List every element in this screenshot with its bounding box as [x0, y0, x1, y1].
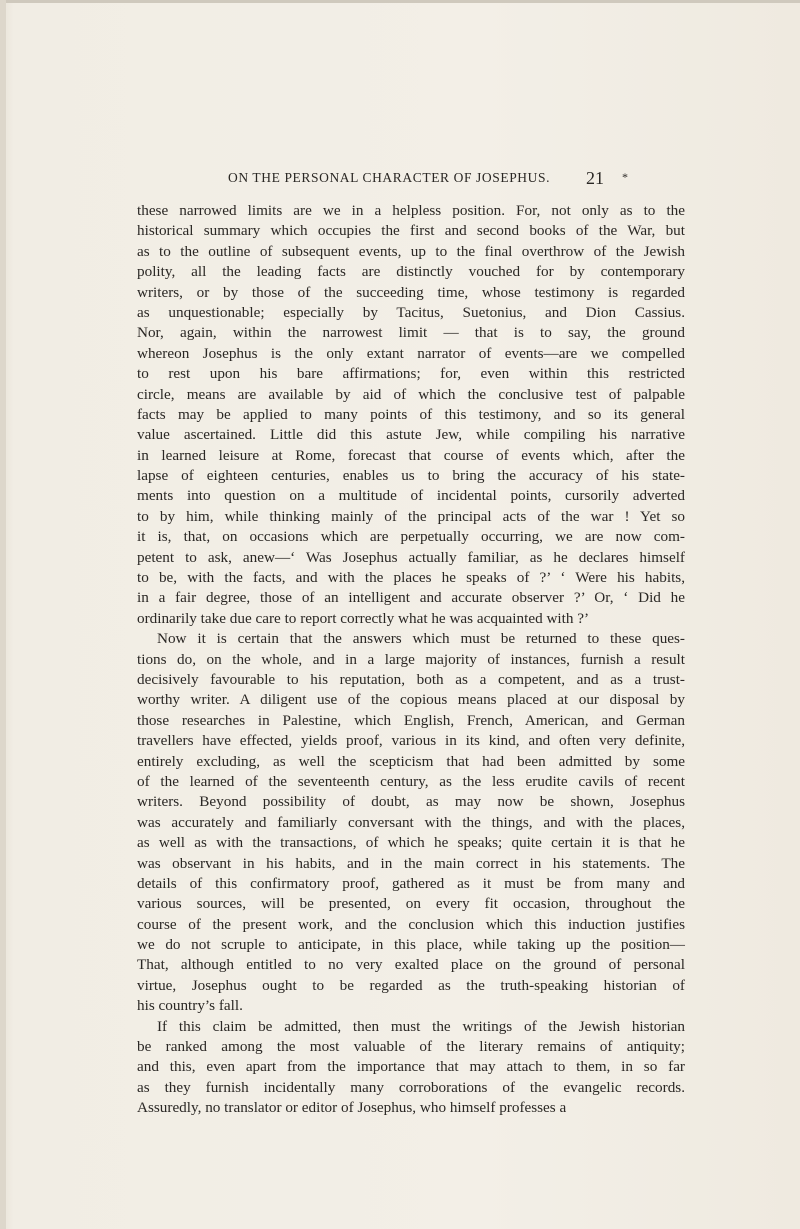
text-line: worthy writer. A diligent use of the copious means placed at our disposal by — [137, 691, 685, 709]
text-line: those researches in Palestine, which English, French, American, and German — [137, 711, 685, 729]
text-line: in learned leisure at Rome, forecast that course of events which, after the — [137, 446, 685, 464]
text-line: historical summary which occupies the first and second books of the War, but — [137, 222, 685, 240]
page-number: 21 — [586, 168, 604, 188]
text-line: whereon Josephus is the only extant narrator of events—are we compelled — [137, 344, 685, 362]
text-line: his country’s fall. — [137, 997, 243, 1015]
text-line: ments into question on a multitude of incidental points, cursorily adverted — [137, 487, 685, 505]
text-line: as well as with the transactions, of which he speaks; quite certain it is that he — [137, 834, 685, 852]
text-line: was accurately and familiarly conversant with the things, and with the places, — [137, 813, 685, 831]
text-line: value ascertained. Little did this astute Jew, while compiling his narrative — [137, 426, 685, 444]
text-line: of the learned of the seventeenth century, as the less erudite cavils of recent — [137, 772, 685, 790]
body-text — [137, 201, 685, 1119]
text-line: was observant in his habits, and in the main correct in his statements. The — [137, 854, 685, 872]
text-line: to rest upon his bare affirmations; for, even within this restricted — [137, 365, 685, 383]
text-line: these narrowed limits are we in a helpless position. For, not only as to the — [137, 202, 685, 219]
text-line: travellers have effected, yields proof, various in its kind, and often very definite, — [137, 732, 685, 750]
text-line: circle, means are available by aid of which the conclusive test of palpable — [137, 385, 685, 403]
text-line: virtue, Josephus ought to be regarded as the truth-speaking historian of — [137, 976, 685, 994]
text-line: we do not scruple to anticipate, in this place, while taking up the position— — [137, 936, 685, 954]
text-line: to be, with the facts, and with the places he speaks of ?’ ‘ Were his habits, — [137, 569, 685, 587]
text-line: to by him, while thinking mainly of the principal acts of the war ! Yet so — [137, 507, 685, 525]
text-line: course of the present work, and the conclusion which this induction justifies — [137, 915, 685, 933]
text-line: lapse of eighteen centuries, enables us to bring the accuracy of his state- — [137, 467, 685, 485]
text-line: as to the outline of subsequent events, up to the final overthrow of the Jewish — [137, 242, 685, 260]
text-line: various sources, will be presented, on every fit occasion, throughout the — [137, 895, 685, 913]
text-line: and this, even apart from the importance that may attach to them, in so far — [137, 1058, 685, 1076]
page-mark: * — [622, 170, 628, 184]
text-line: in a fair degree, those of an intelligent and accurate observer ?’ Or, ‘ Did he — [137, 589, 685, 607]
text-line: That, although entitled to no very exalted place on the ground of personal — [137, 956, 685, 974]
text-line: Nor, again, within the narrowest limit — that is to say, the ground — [137, 324, 685, 342]
text-line: be ranked among the most valuable of the literary remains of antiquity; — [137, 1038, 685, 1056]
text-line: writers. Beyond possibility of doubt, as may now be shown, Josephus — [137, 793, 685, 811]
text-line: ordinarily take due care to report correctly what he was acquainted with ?’ — [137, 609, 590, 627]
text-line: Now it is certain that the answers which must be returned to these ques- — [157, 630, 685, 648]
text-line: entirely excluding, as well the scepticism that had been admitted by some — [137, 752, 685, 770]
text-line: facts may be applied to many points of this testimony, and so its general — [137, 405, 685, 423]
page-header — [228, 168, 800, 192]
text-line: tions do, on the whole, and in a large majority of instances, furnish a result — [137, 650, 685, 668]
page-top-edge — [0, 0, 800, 3]
text-line: If this claim be admitted, then must the writings of the Jewish historian — [157, 1017, 685, 1035]
text-line: as unquestionable; especially by Tacitus, Suetonius, and Dion Cassius. — [137, 303, 685, 321]
text-line: details of this confirmatory proof, gathered as it must be from many and — [137, 874, 685, 892]
text-line: as they furnish incidentally many corroborations of the evangelic records. — [137, 1078, 685, 1096]
text-line: Assuredly, no translator or editor of Josephus, who himself professes a — [137, 1099, 567, 1117]
page-gutter-edge — [0, 0, 6, 1229]
running-head: ON THE PERSONAL CHARACTER OF JOSEPHUS. — [228, 170, 551, 185]
text-line: polity, all the leading facts are distinctly vouched for by contemporary — [137, 263, 685, 281]
text-line: it is, that, on occasions which are perpetually occurring, we are now com- — [137, 528, 685, 546]
text-line: writers, or by those of the succeeding time, whose testimony is regarded — [137, 283, 685, 301]
text-line: petent to ask, anew—‘ Was Josephus actually familiar, as he declares himself — [137, 548, 685, 566]
text-line: decisively favourable to his reputation, both as a competent, and as a trust- — [137, 670, 685, 688]
